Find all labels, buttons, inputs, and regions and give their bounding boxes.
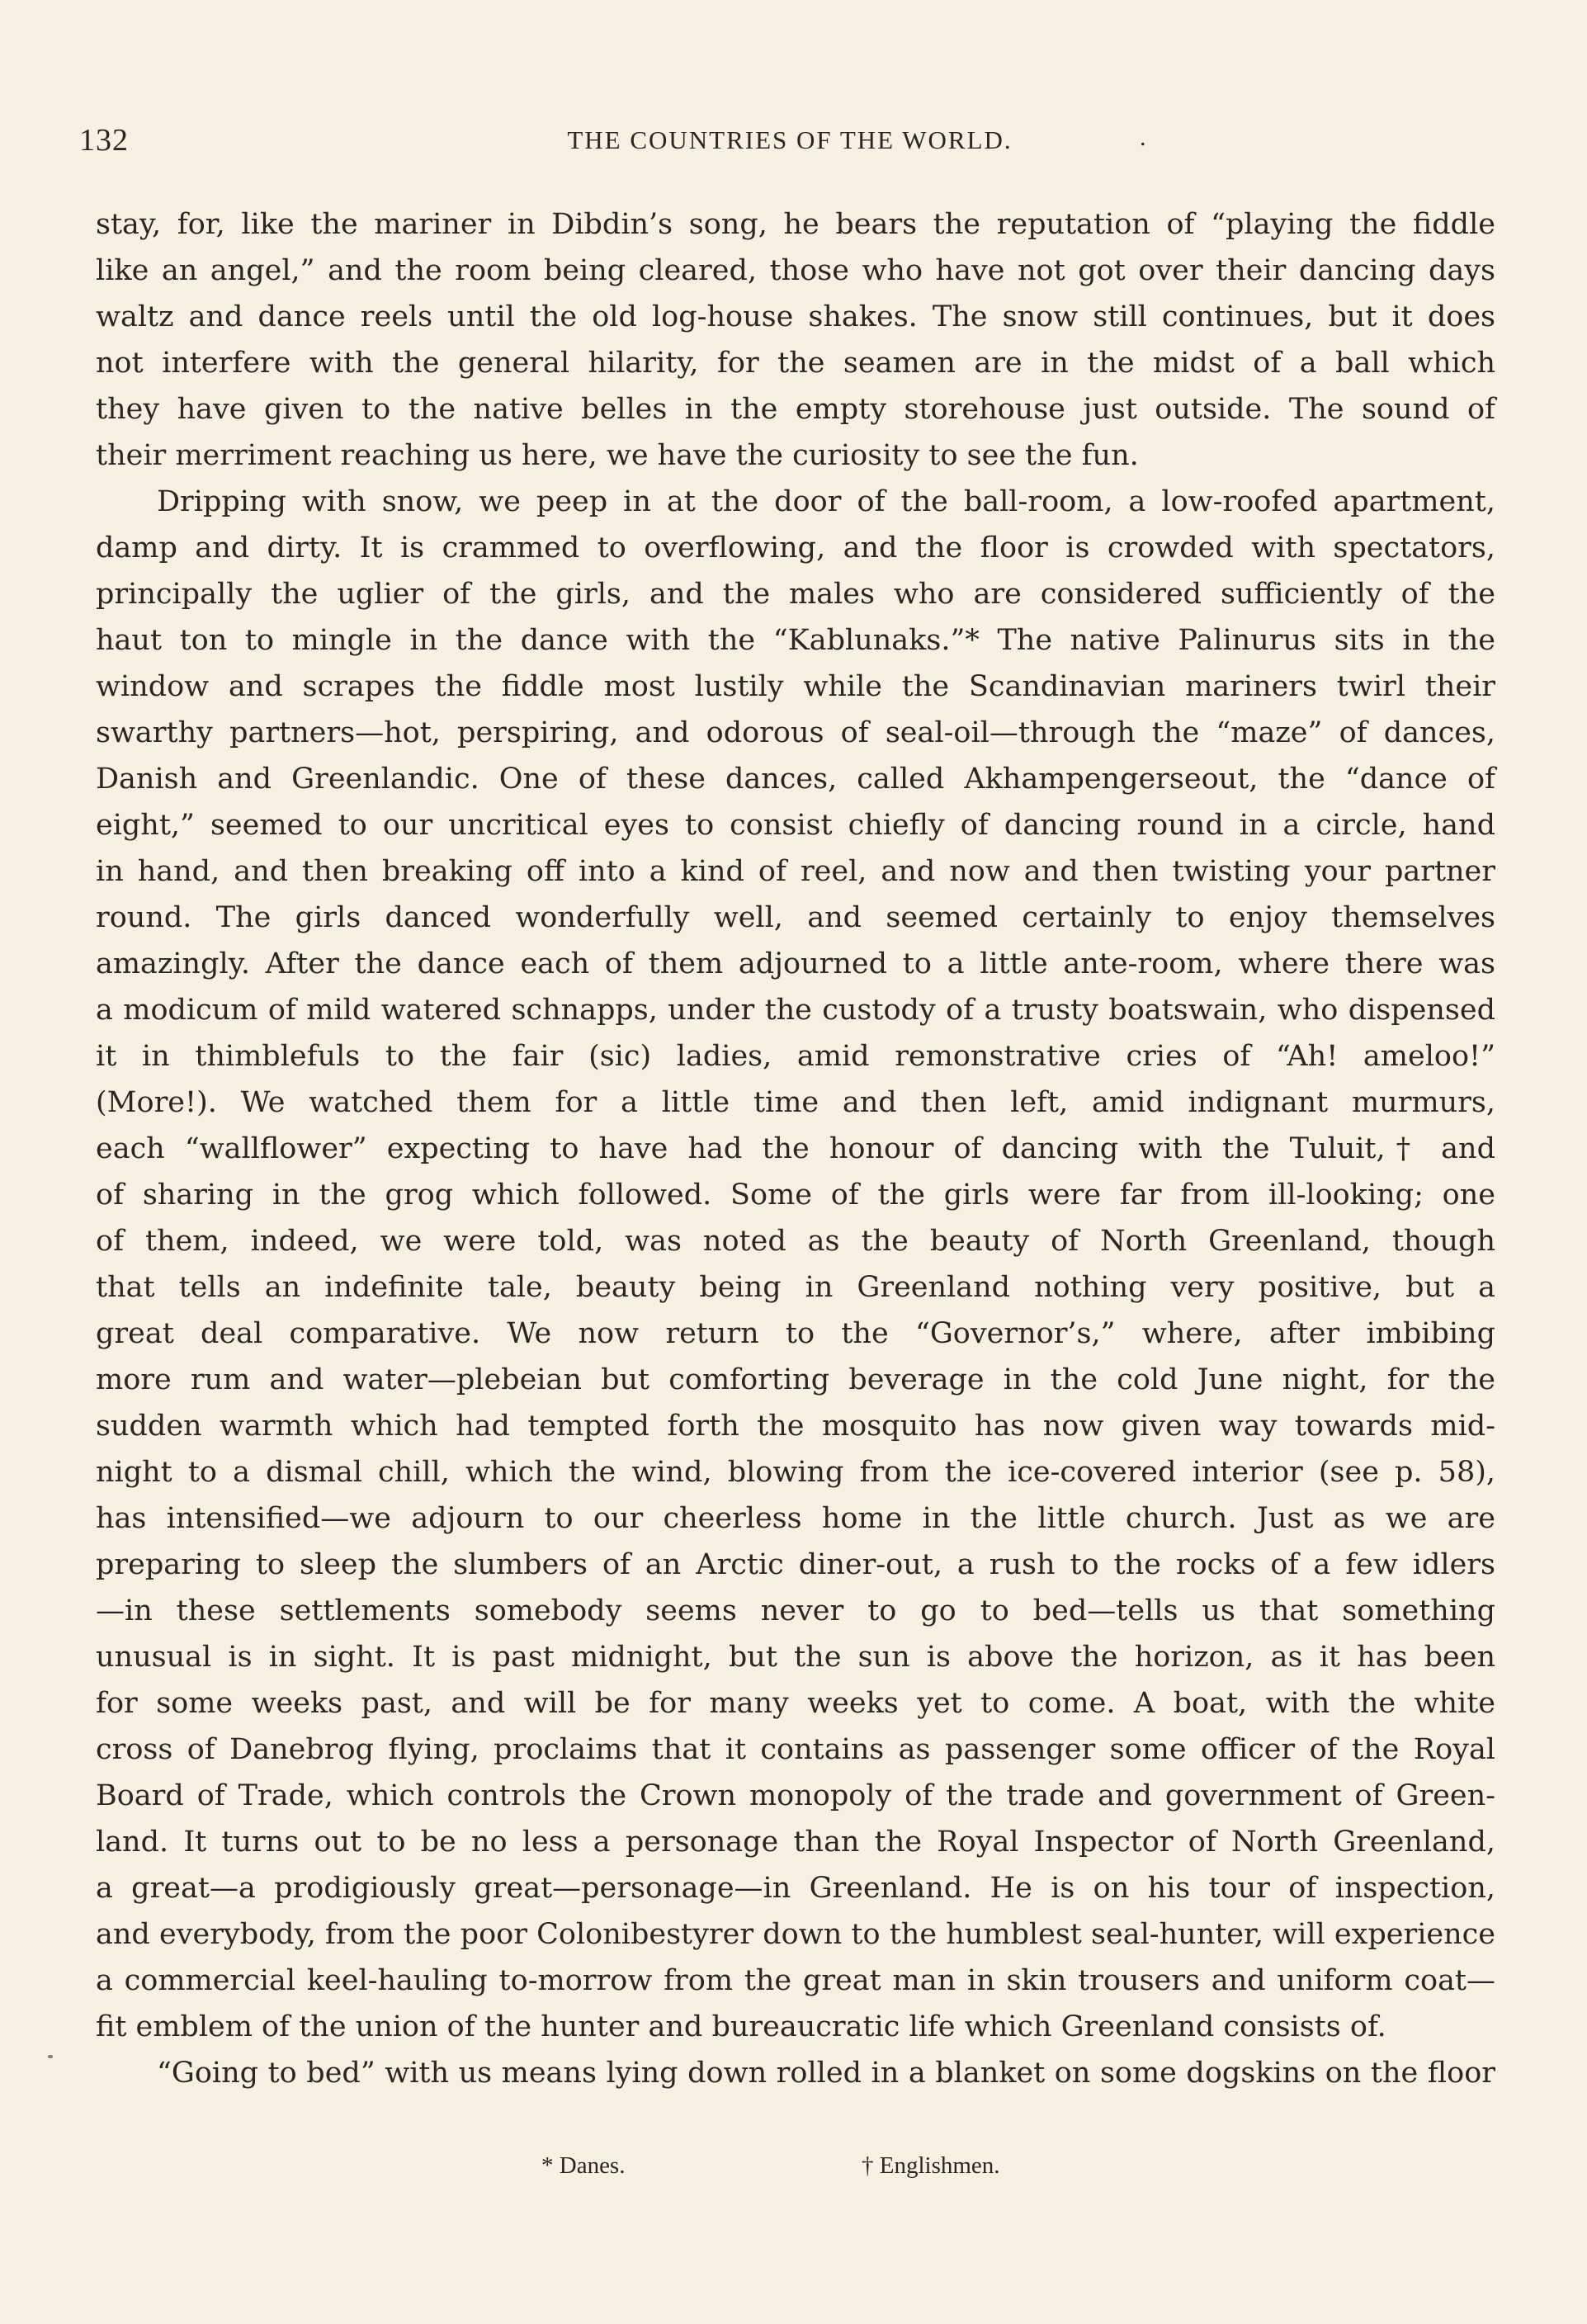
- text-line: waltz and dance reels until the old log-house shakes. The snow still continues, but it does: [96, 300, 1495, 333]
- text-line: in hand, and then breaking off into a kind of reel, and now and then twisting your partner: [96, 855, 1495, 888]
- margin-speck: [48, 2055, 53, 2058]
- text-line: it in thimblefuls to the fair (sic) ladies, amid remonstrative cries of “Ah! ameloo!”: [96, 1040, 1495, 1073]
- text-line: stay, for, like the mariner in Dibdin’s song, he bears the reputation of “playing the fiddle: [96, 208, 1495, 241]
- text-line: of them, indeed, we were told, was noted as the beauty of North Greenland, though: [96, 1225, 1495, 1258]
- text-line: like an angel,” and the room being cleared, those who have not got over their dancing days: [96, 254, 1495, 287]
- text-line: that tells an indefinite tale, beauty being in Greenland nothing very positive, but a: [96, 1271, 1495, 1304]
- text-line: they have given to the native belles in the empty storehouse just outside. The sound of: [96, 393, 1495, 426]
- text-line: great deal comparative. We now return to the “Governor’s,” where, after imbibing: [96, 1317, 1495, 1350]
- page-number: 132: [79, 123, 129, 158]
- text-line: a modicum of mild watered schnapps, under the custody of a trusty boatswain, who dispensed: [96, 994, 1495, 1027]
- text-line: (More!). We watched them for a little time and then left, amid indignant murmurs,: [96, 1086, 1495, 1119]
- text-line: swarthy partners—hot, perspiring, and odorous of seal-oil—through the “maze” of dances,: [96, 716, 1495, 749]
- text-line: Dripping with snow, we peep in at the door of the ball-room, a low-roofed apartment,: [157, 485, 1495, 518]
- body-text: [96, 201, 1495, 2096]
- footnote-englishmen: † Englishmen.: [862, 2152, 1000, 2179]
- text-line: principally the uglier of the girls, and the males who are considered sufficiently of the: [96, 578, 1495, 611]
- text-line: and everybody, from the poor Colonibestyrer down to the humblest seal-hunter, will experience: [96, 1918, 1495, 1951]
- running-title: THE COUNTRIES OF THE WORLD.: [567, 125, 1013, 154]
- text-line: of sharing in the grog which followed. Some of the girls were far from ill-looking; one: [96, 1179, 1495, 1212]
- text-line: cross of Danebrog flying, proclaims that it contains as passenger some officer of the Royal: [96, 1733, 1495, 1766]
- text-line: more rum and water—plebeian but comforting beverage in the cold June night, for the: [96, 1363, 1495, 1396]
- text-line: —in these settlements somebody seems never to go to bed—tells us that something: [96, 1594, 1495, 1627]
- text-line: round. The girls danced wonderfully well, and seemed certainly to enjoy themselves: [96, 901, 1495, 934]
- text-line: not interfere with the general hilarity, for the seamen are in the midst of a ball which: [96, 347, 1495, 380]
- text-line: Danish and Greenlandic. One of these dances, called Akhampengerseout, the “dance of: [96, 763, 1495, 796]
- text-line: their merriment reaching us here, we have the curiosity to see the fun.: [96, 439, 1139, 472]
- text-line: haut ton to mingle in the dance with the “Kablunaks.”* The native Palinurus sits in the: [96, 624, 1495, 657]
- footnotes: [96, 2152, 1495, 2194]
- text-line: preparing to sleep the slumbers of an Arctic diner-out, a rush to the rocks of a few idlers: [96, 1548, 1495, 1581]
- text-line: land. It turns out to be no less a personage than the Royal Inspector of North Greenland,: [96, 1826, 1495, 1859]
- text-line: sudden warmth which had tempted forth the mosquito has now given way towards mid-: [96, 1410, 1495, 1443]
- text-line: each “wallflower” expecting to have had the honour of dancing with the Tuluit,† and: [96, 1132, 1495, 1165]
- text-line: Board of Trade, which controls the Crown monopoly of the trade and government of Green-: [96, 1779, 1495, 1812]
- text-line: has intensified—we adjourn to our cheerless home in the little church. Just as we are: [96, 1502, 1495, 1535]
- text-line: “Going to bed” with us means lying down rolled in a blanket on some dogskins on the floor: [157, 2057, 1495, 2090]
- text-line: a commercial keel-hauling to-morrow from the great man in skin trousers and uniform coat—: [96, 1964, 1495, 1997]
- page-header: [79, 122, 1500, 163]
- text-line: fit emblem of the union of the hunter and bureaucratic life which Greenland consists of.: [96, 2010, 1386, 2043]
- text-line: eight,” seemed to our uncritical eyes to consist chiefly of dancing round in a circle, hand: [96, 809, 1495, 842]
- text-line: a great—a prodigiously great—personage—in Greenland. He is on his tour of inspection,: [96, 1872, 1495, 1905]
- footnote-danes: * Danes.: [541, 2152, 626, 2179]
- text-line: for some weeks past, and will be for many weeks yet to come. A boat, with the white: [96, 1687, 1495, 1720]
- text-line: window and scrapes the fiddle most lustily while the Scandinavian mariners twirl their: [96, 670, 1495, 703]
- text-line: damp and dirty. It is crammed to overflowing, and the floor is crowded with spectators,: [96, 531, 1495, 564]
- text-line: unusual is in sight. It is past midnight, but the sun is above the horizon, as it has been: [96, 1641, 1495, 1674]
- text-line: amazingly. After the dance each of them adjourned to a little ante-room, where there was: [96, 947, 1495, 980]
- text-line: night to a dismal chill, which the wind, blowing from the ice-covered interior (see p. 58),: [96, 1456, 1495, 1489]
- header-stray-mark: .: [1140, 124, 1146, 151]
